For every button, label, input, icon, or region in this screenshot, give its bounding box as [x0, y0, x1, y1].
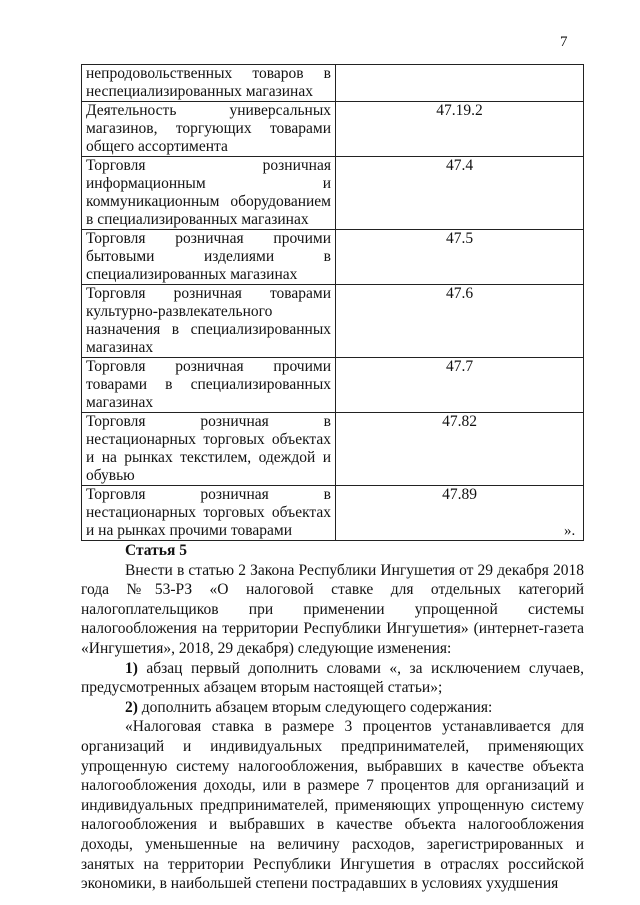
okved-code-cell: 47.5: [336, 230, 584, 285]
activity-name-line: неспециализированных магазинах: [86, 83, 313, 100]
table-row: [82, 413, 584, 486]
article-item-1-number: 1): [125, 659, 138, 677]
table-row: [82, 230, 584, 285]
activity-name-line: коммуникационным оборудованием: [86, 193, 331, 210]
okved-code-cell: 47.6: [336, 285, 584, 358]
activity-name-cell: [82, 230, 336, 285]
activity-name-line: Торговля розничная прочими: [86, 230, 331, 247]
okved-code-cell: 47.7: [336, 358, 584, 413]
okved-code-cell: [336, 65, 584, 102]
activity-name-line: Торговля розничная прочими: [86, 358, 331, 375]
article-5: [81, 541, 584, 894]
activity-name-line: обувью: [86, 467, 135, 484]
activity-name-line: Торговля розничная в: [86, 413, 331, 430]
activity-name-line: и на рынках текстилем, одеждой и: [86, 449, 331, 466]
activity-name-line: назначения в специализированных: [86, 321, 331, 338]
activity-name-cell: [82, 358, 336, 413]
activity-name-line: нестационарных торговых объектах: [86, 431, 331, 448]
article-item-1-text: абзац первый дополнить словами «, за исключением случаев, предусмотренных абзацем вторым настоящей статьи»;: [81, 659, 584, 697]
activity-name-line: бытовыми изделиями в: [86, 248, 331, 265]
activity-name-line: Торговля розничная в: [86, 486, 331, 503]
activity-name-line: магазинах: [86, 339, 154, 356]
activity-name-line: Торговля розничная: [86, 157, 331, 174]
activity-codes-table-body: [82, 65, 584, 541]
okved-code-cell: 47.89: [336, 486, 584, 541]
activity-name-cell: [82, 413, 336, 486]
article-item-2-text: дополнить абзацем вторым следующего содержания:: [137, 698, 493, 716]
activity-name-cell: [82, 486, 336, 541]
activity-name-line: и на рынках прочими товарами: [86, 522, 292, 539]
article-quoted-paragraph: «Налоговая ставка в размере 3 процентов устанавливается для организаций и индивидуальных предпринимателей, применяющих упрощенную систему налогообложения, выбравших в качестве объекта налогообложения доходы, или в размере 7 процентов для организаций и индивидуальных предпринимателей, применяющих упрощенную систему налогообложения и выбравших в качестве объекта налогообложения доходы, уменьшенные на величину расходов, зарегистрированных и занятых на территории Республики Ингушетия в отраслях российской экономики, в наибольшей степени пострадавших в условиях ухудшения: [81, 718, 584, 893]
activity-name-line: в специализированных магазинах: [86, 211, 309, 228]
okved-code-cell: 47.19.2: [336, 102, 584, 157]
activity-name-line: магазинах: [86, 394, 154, 411]
table-row: [82, 102, 584, 157]
table-row: [82, 157, 584, 230]
okved-code-cell: 47.82: [336, 413, 584, 486]
closing-quote: ».: [564, 523, 576, 539]
article-item-2-number: 2): [125, 698, 138, 716]
article-item-2: [81, 698, 584, 718]
activity-name-line: информационным и: [86, 175, 331, 192]
page-number: 7: [560, 34, 568, 50]
article-intro-paragraph: Внести в статью 2 Закона Республики Ингушетия от 29 декабря 2018 года №53-РЗ «О налоговой ставке для отдельных категорий налогоплательщиков при применении упрощенной системы налогообложения на территории Республики Ингушетия» (интернет-газета «Ингушетия», 2018, 29 декабря) следующие изменения:: [81, 561, 584, 657]
article-heading: Статья 5: [125, 542, 187, 559]
activity-name-line: культурно-развлекательного: [86, 303, 273, 320]
article-item-1: [81, 659, 584, 698]
activity-name-line: общего ассортимента: [86, 138, 228, 155]
activity-name-line: специализированных магазинах: [86, 266, 298, 283]
okved-code-cell: 47.4: [336, 157, 584, 230]
activity-name-line: Торговля розничная товарами: [86, 285, 331, 302]
activity-name-line: товарами в специализированных: [86, 376, 331, 393]
activity-name-line: Деятельность универсальных: [86, 102, 331, 119]
table-row: [82, 486, 584, 541]
activity-codes-table: [81, 64, 584, 541]
activity-name-cell: [82, 65, 336, 102]
activity-name-cell: [82, 102, 336, 157]
activity-name-cell: [82, 157, 336, 230]
activity-name-line: непродовольственных товаров в: [86, 65, 331, 82]
table-row: [82, 285, 584, 358]
activity-name-line: нестационарных торговых объектах: [86, 504, 331, 521]
activity-name-cell: [82, 285, 336, 358]
table-row: [82, 65, 584, 102]
table-row: [82, 358, 584, 413]
activity-name-line: магазинов, торгующих товарами: [86, 120, 331, 137]
